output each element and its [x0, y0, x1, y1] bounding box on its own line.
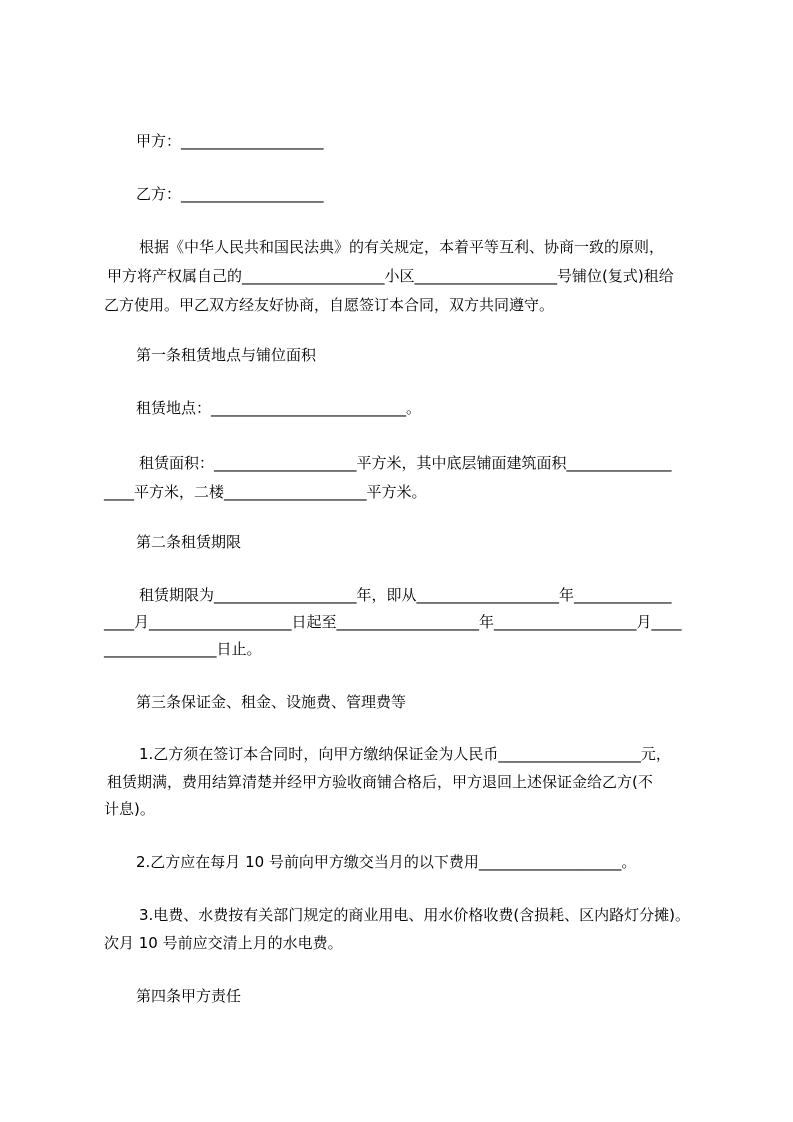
article-2-title: 第二条租赁期限 — [136, 533, 242, 551]
deposit-line-1: 1.乙方须在签订本合同时，向甲方缴纳保证金为人民币___________________元， — [139, 745, 671, 763]
article-3-title: 第三条保证金、租金、设施费、管理费等 — [136, 693, 407, 711]
utility-fee-line-2: 次月 10 号前应交清上月的水电费。 — [104, 934, 343, 952]
intro-line-1: 根据《中华人民共和国民法典》的有关规定，本着平等互利、协商一致的原则， — [139, 238, 665, 256]
rental-term-line-2: ____月___________________日起至___________________年___________________月____ — [104, 613, 682, 631]
party-b-line: 乙方：___________________ — [136, 185, 324, 203]
deposit-line-2: 租赁期满，费用结算清楚并经甲方验收商铺合格后，甲方退回上述保证金给乙方(不 — [107, 773, 653, 791]
rental-location-line: 租赁地点：__________________________。 — [136, 399, 422, 417]
intro-line-2: 甲方将产权属自己的___________________小区___________________号铺位(复式)租给 — [107, 267, 674, 285]
article-1-title: 第一条租赁地点与铺位面积 — [136, 346, 317, 364]
rental-area-line-2: ____平方米，二楼___________________平方米。 — [104, 483, 427, 501]
rental-term-line-3: _______________日止。 — [104, 640, 262, 658]
rental-term-line-1: 租赁期限为___________________年，即从___________________年_____________ — [139, 586, 672, 604]
rental-area-line-1: 租赁面积：___________________平方米，其中底层铺面建筑面积______________ — [139, 454, 672, 472]
party-a-line: 甲方：___________________ — [136, 132, 324, 150]
article-4-title: 第四条甲方责任 — [136, 987, 242, 1005]
deposit-line-3: 计息)。 — [104, 800, 155, 818]
utility-fee-line-1: 3.电费、水费按有关部门规定的商业用电、用水价格收费(含损耗、区内路灯分摊)。 — [139, 906, 691, 924]
intro-line-3: 乙方使用。甲乙双方经友好协商，自愿签订本合同，双方共同遵守。 — [104, 296, 555, 314]
monthly-fee-line: 2.乙方应在每月 10 号前向甲方缴交当月的以下费用___________________。 — [136, 853, 637, 871]
